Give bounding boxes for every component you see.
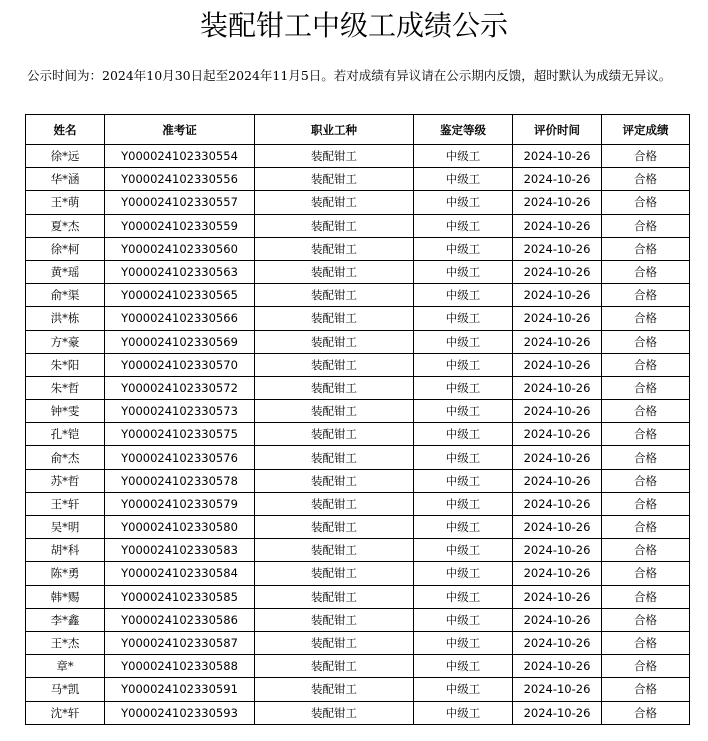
cell-occupation: 装配钳工 (255, 585, 414, 608)
table-row (26, 191, 690, 214)
cell-eval-date: 2024-10-26 (513, 608, 602, 631)
cell-exam-id: Y000024102330584 (105, 562, 255, 585)
cell-name: 王*杰 (26, 631, 105, 654)
cell-name: 孔*铠 (26, 423, 105, 446)
col-header-eval-date: 评价时间 (513, 115, 602, 145)
cell-eval-date: 2024-10-26 (513, 330, 602, 353)
cell-occupation: 装配钳工 (255, 307, 414, 330)
cell-name: 胡*科 (26, 539, 105, 562)
cell-exam-id: Y000024102330580 (105, 516, 255, 539)
table-row (26, 168, 690, 191)
cell-exam-id: Y000024102330593 (105, 701, 255, 724)
cell-name: 徐*柯 (26, 237, 105, 260)
cell-exam-id: Y000024102330578 (105, 469, 255, 492)
table-row (26, 284, 690, 307)
cell-name: 夏*杰 (26, 214, 105, 237)
cell-level: 中级工 (414, 284, 513, 307)
table-row (26, 400, 690, 423)
table-row (26, 608, 690, 631)
cell-occupation: 装配钳工 (255, 608, 414, 631)
cell-level: 中级工 (414, 237, 513, 260)
table-row (26, 562, 690, 585)
cell-occupation: 装配钳工 (255, 237, 414, 260)
cell-level: 中级工 (414, 214, 513, 237)
cell-exam-id: Y000024102330569 (105, 330, 255, 353)
cell-eval-date: 2024-10-26 (513, 191, 602, 214)
table-row (26, 307, 690, 330)
cell-eval-date: 2024-10-26 (513, 284, 602, 307)
cell-eval-date: 2024-10-26 (513, 562, 602, 585)
cell-occupation: 装配钳工 (255, 260, 414, 283)
cell-result: 合格 (602, 353, 690, 376)
cell-level: 中级工 (414, 701, 513, 724)
results-table (25, 114, 690, 725)
cell-occupation: 装配钳工 (255, 284, 414, 307)
cell-name: 俞*渠 (26, 284, 105, 307)
cell-eval-date: 2024-10-26 (513, 585, 602, 608)
cell-level: 中级工 (414, 423, 513, 446)
cell-exam-id: Y000024102330587 (105, 631, 255, 654)
cell-occupation: 装配钳工 (255, 678, 414, 701)
cell-exam-id: Y000024102330572 (105, 376, 255, 399)
cell-level: 中级工 (414, 191, 513, 214)
cell-result: 合格 (602, 562, 690, 585)
table-row (26, 492, 690, 515)
table-row (26, 376, 690, 399)
cell-eval-date: 2024-10-26 (513, 539, 602, 562)
cell-result: 合格 (602, 168, 690, 191)
cell-name: 李*鑫 (26, 608, 105, 631)
cell-result: 合格 (602, 655, 690, 678)
cell-exam-id: Y000024102330559 (105, 214, 255, 237)
cell-occupation: 装配钳工 (255, 701, 414, 724)
cell-exam-id: Y000024102330560 (105, 237, 255, 260)
cell-occupation: 装配钳工 (255, 191, 414, 214)
cell-result: 合格 (602, 237, 690, 260)
cell-eval-date: 2024-10-26 (513, 655, 602, 678)
cell-occupation: 装配钳工 (255, 400, 414, 423)
cell-result: 合格 (602, 446, 690, 469)
table-row (26, 469, 690, 492)
cell-name: 章* (26, 655, 105, 678)
cell-eval-date: 2024-10-26 (513, 631, 602, 654)
cell-eval-date: 2024-10-26 (513, 701, 602, 724)
cell-result: 合格 (602, 423, 690, 446)
col-header-exam-id: 准考证 (105, 115, 255, 145)
cell-result: 合格 (602, 284, 690, 307)
cell-exam-id: Y000024102330586 (105, 608, 255, 631)
cell-exam-id: Y000024102330557 (105, 191, 255, 214)
cell-eval-date: 2024-10-26 (513, 214, 602, 237)
cell-eval-date: 2024-10-26 (513, 469, 602, 492)
cell-result: 合格 (602, 516, 690, 539)
table-row (26, 446, 690, 469)
cell-eval-date: 2024-10-26 (513, 492, 602, 515)
cell-occupation: 装配钳工 (255, 423, 414, 446)
col-header-name: 姓名 (26, 115, 105, 145)
table-row (26, 214, 690, 237)
cell-name: 洪*栋 (26, 307, 105, 330)
table-row (26, 585, 690, 608)
cell-name: 黄*瑶 (26, 260, 105, 283)
cell-level: 中级工 (414, 145, 513, 168)
cell-name: 沈*轩 (26, 701, 105, 724)
cell-level: 中级工 (414, 168, 513, 191)
cell-result: 合格 (602, 539, 690, 562)
cell-occupation: 装配钳工 (255, 376, 414, 399)
cell-eval-date: 2024-10-26 (513, 260, 602, 283)
publicity-notice: 公示时间为：2024年10月30日起至2024年11月5日。若对成绩有异议请在公示期内反馈，超时默认为成绩无异议。 (27, 68, 672, 83)
cell-occupation: 装配钳工 (255, 168, 414, 191)
cell-result: 合格 (602, 191, 690, 214)
cell-name: 华*涵 (26, 168, 105, 191)
cell-name: 俞*杰 (26, 446, 105, 469)
cell-name: 陈*勇 (26, 562, 105, 585)
cell-level: 中级工 (414, 585, 513, 608)
cell-level: 中级工 (414, 446, 513, 469)
cell-result: 合格 (602, 330, 690, 353)
cell-level: 中级工 (414, 655, 513, 678)
cell-occupation: 装配钳工 (255, 539, 414, 562)
cell-eval-date: 2024-10-26 (513, 145, 602, 168)
cell-result: 合格 (602, 585, 690, 608)
cell-exam-id: Y000024102330554 (105, 145, 255, 168)
table-row (26, 655, 690, 678)
table-row (26, 631, 690, 654)
cell-exam-id: Y000024102330575 (105, 423, 255, 446)
table-row (26, 539, 690, 562)
cell-result: 合格 (602, 307, 690, 330)
cell-level: 中级工 (414, 260, 513, 283)
cell-eval-date: 2024-10-26 (513, 307, 602, 330)
cell-level: 中级工 (414, 307, 513, 330)
table-row (26, 353, 690, 376)
cell-result: 合格 (602, 701, 690, 724)
col-header-occupation: 职业工种 (255, 115, 414, 145)
cell-eval-date: 2024-10-26 (513, 376, 602, 399)
cell-occupation: 装配钳工 (255, 492, 414, 515)
cell-occupation: 装配钳工 (255, 446, 414, 469)
table-row (26, 678, 690, 701)
cell-result: 合格 (602, 492, 690, 515)
cell-level: 中级工 (414, 353, 513, 376)
cell-level: 中级工 (414, 469, 513, 492)
cell-eval-date: 2024-10-26 (513, 168, 602, 191)
cell-eval-date: 2024-10-26 (513, 678, 602, 701)
cell-name: 苏*哲 (26, 469, 105, 492)
table-header-row (26, 115, 690, 145)
cell-level: 中级工 (414, 562, 513, 585)
cell-eval-date: 2024-10-26 (513, 423, 602, 446)
cell-exam-id: Y000024102330570 (105, 353, 255, 376)
cell-exam-id: Y000024102330583 (105, 539, 255, 562)
cell-result: 合格 (602, 469, 690, 492)
cell-exam-id: Y000024102330588 (105, 655, 255, 678)
cell-result: 合格 (602, 145, 690, 168)
table-row (26, 516, 690, 539)
cell-exam-id: Y000024102330573 (105, 400, 255, 423)
cell-occupation: 装配钳工 (255, 655, 414, 678)
cell-level: 中级工 (414, 539, 513, 562)
cell-eval-date: 2024-10-26 (513, 446, 602, 469)
cell-eval-date: 2024-10-26 (513, 400, 602, 423)
cell-occupation: 装配钳工 (255, 631, 414, 654)
cell-name: 吴*明 (26, 516, 105, 539)
cell-name: 韩*赐 (26, 585, 105, 608)
cell-result: 合格 (602, 631, 690, 654)
cell-name: 王*轩 (26, 492, 105, 515)
cell-occupation: 装配钳工 (255, 145, 414, 168)
table-row (26, 237, 690, 260)
cell-occupation: 装配钳工 (255, 469, 414, 492)
cell-result: 合格 (602, 260, 690, 283)
cell-occupation: 装配钳工 (255, 516, 414, 539)
cell-occupation: 装配钳工 (255, 330, 414, 353)
cell-level: 中级工 (414, 608, 513, 631)
table-row (26, 423, 690, 446)
cell-occupation: 装配钳工 (255, 562, 414, 585)
page-title: 装配钳工中级工成绩公示 (199, 9, 508, 42)
cell-eval-date: 2024-10-26 (513, 353, 602, 376)
cell-result: 合格 (602, 214, 690, 237)
table-row (26, 260, 690, 283)
cell-result: 合格 (602, 376, 690, 399)
cell-occupation: 装配钳工 (255, 214, 414, 237)
table-row (26, 330, 690, 353)
cell-exam-id: Y000024102330576 (105, 446, 255, 469)
cell-level: 中级工 (414, 631, 513, 654)
cell-exam-id: Y000024102330566 (105, 307, 255, 330)
cell-occupation: 装配钳工 (255, 353, 414, 376)
cell-level: 中级工 (414, 678, 513, 701)
cell-level: 中级工 (414, 400, 513, 423)
col-header-result: 评定成绩 (602, 115, 690, 145)
cell-eval-date: 2024-10-26 (513, 516, 602, 539)
cell-exam-id: Y000024102330565 (105, 284, 255, 307)
cell-exam-id: Y000024102330556 (105, 168, 255, 191)
cell-result: 合格 (602, 608, 690, 631)
cell-level: 中级工 (414, 492, 513, 515)
cell-level: 中级工 (414, 516, 513, 539)
cell-exam-id: Y000024102330563 (105, 260, 255, 283)
cell-eval-date: 2024-10-26 (513, 237, 602, 260)
cell-result: 合格 (602, 400, 690, 423)
cell-name: 钟*雯 (26, 400, 105, 423)
col-header-level: 鉴定等级 (414, 115, 513, 145)
cell-name: 方*豪 (26, 330, 105, 353)
cell-level: 中级工 (414, 376, 513, 399)
cell-exam-id: Y000024102330579 (105, 492, 255, 515)
cell-name: 朱*阳 (26, 353, 105, 376)
table-row (26, 701, 690, 724)
cell-name: 徐*远 (26, 145, 105, 168)
cell-exam-id: Y000024102330585 (105, 585, 255, 608)
cell-name: 朱*哲 (26, 376, 105, 399)
cell-name: 马*凯 (26, 678, 105, 701)
cell-exam-id: Y000024102330591 (105, 678, 255, 701)
table-row (26, 145, 690, 168)
cell-level: 中级工 (414, 330, 513, 353)
cell-result: 合格 (602, 678, 690, 701)
cell-name: 王*萌 (26, 191, 105, 214)
